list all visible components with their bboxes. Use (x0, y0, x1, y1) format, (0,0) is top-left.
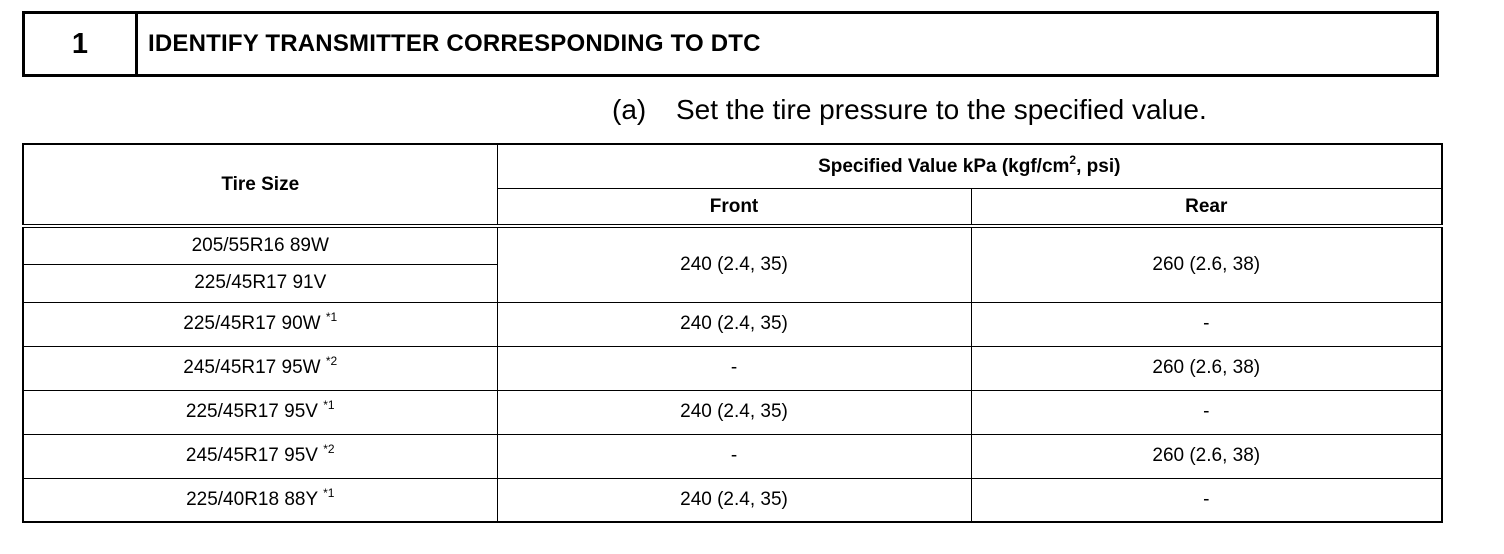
rear-value-cell: 260 (2.6, 38) (971, 226, 1442, 302)
tire-size-cell: 225/40R18 88Y $^{*1}$ (23, 478, 497, 522)
tire-size-cell: 225/45R17 91V (23, 264, 497, 302)
tire-size-cell: 225/45R17 95V $^{*1}$ (23, 390, 497, 434)
footnote-ref: *1 (323, 485, 335, 500)
header-tire-size: Tire Size (23, 144, 497, 226)
instruction-text: Set the tire pressure to the specified value. (676, 94, 1207, 125)
footnote-ref: *2 (323, 442, 335, 456)
step-header (22, 11, 1439, 77)
table-row (23, 302, 1442, 346)
tire-size-cell: 205/55R16 89W (23, 226, 497, 264)
rear-value-cell: 260 (2.6, 38) (971, 434, 1442, 478)
instruction (612, 94, 1207, 126)
front-value-cell: - (497, 434, 971, 478)
rear-value-cell: 260 (2.6, 38) (971, 346, 1442, 390)
front-value-cell: - (497, 346, 971, 390)
table-row (23, 390, 1442, 434)
header-rear: Rear (971, 189, 1442, 227)
tire-size-cell: 225/45R17 90W $^{*1}$ (23, 302, 497, 346)
rear-value-cell: - (971, 390, 1442, 434)
tire-size-cell: 245/45R17 95W $^{*2}$ (23, 346, 497, 390)
table-row (23, 478, 1442, 522)
superscript: 2 (1069, 152, 1077, 167)
header-specified-value: Specified Value kPa ($kgf/cm^2$, psi) (497, 144, 1442, 189)
front-value-cell: 240 (2.4, 35) (497, 478, 971, 522)
tire-pressure-table (22, 143, 1443, 523)
rear-value-cell: - (971, 302, 1442, 346)
footnote-ref: *1 (325, 310, 338, 324)
footnote-ref: *2 (325, 354, 338, 368)
front-value-cell: 240 (2.4, 35) (497, 226, 971, 302)
table-row (23, 346, 1442, 390)
table-row (23, 434, 1442, 478)
instruction-marker: (a) (612, 94, 647, 125)
footnote-ref: *1 (323, 398, 335, 412)
header-front: Front (497, 189, 971, 227)
step-title: IDENTIFY TRANSMITTER CORRESPONDING TO DTC (148, 30, 761, 57)
tire-size-cell: 245/45R17 95V $^{*2}$ (23, 434, 497, 478)
step-number: 1 (25, 14, 138, 74)
rear-value-cell: - (971, 478, 1442, 522)
front-value-cell: 240 (2.4, 35) (497, 302, 971, 346)
front-value-cell: 240 (2.4, 35) (497, 390, 971, 434)
